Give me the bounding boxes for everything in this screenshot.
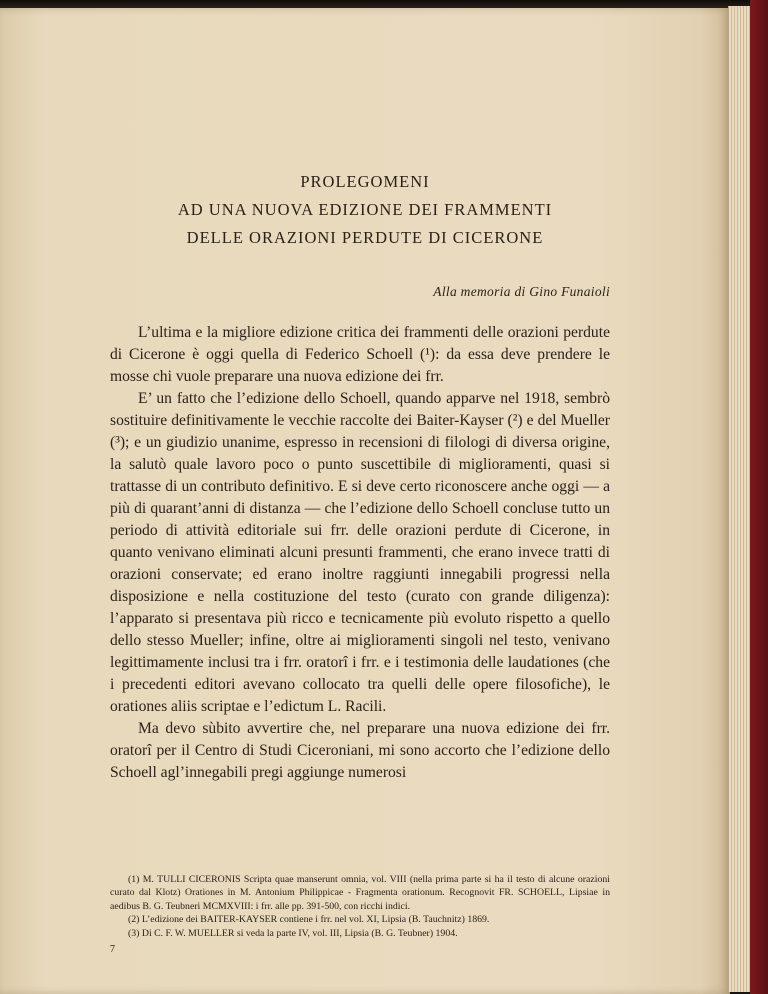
page-number: 7 (110, 944, 115, 955)
footnote-3: (3) Di C. F. W. MUELLER si veda la parte IV, vol. III, Lipsia (B. G. Teubner) 1904. (128, 927, 458, 939)
page-edges (728, 6, 751, 992)
paragraph-2: E’ un fatto che l’edizione dello Schoell, quando apparve nel 1918, sembrò sostituire definitivamente le vecchie raccolte dei Baiter-Kayser (²) e del Mueller (³); e un giudizio unanime, espresso in recensioni di filologi di diversa origine, la salutò quale lavoro poco o punto suscettibile di miglioramenti, quasi si trattasse di un contributo definitivo. E si deve certo riconoscere anche oggi — a più di quarant’anni di distanza — che l’edizione dello Schoell concluse tutto un periodo di attività editoriale sui frr. delle orazioni perdute di Cicerone, in quanto venivano eliminati alcuni presunti frammenti, che erano invece tratti di orazioni conservate; ed erano inoltre raggiunti innegabili progressi nella disposizione e nella costituzione del testo (curato con grande diligenza): l’apparato si presentava più ricco e tecnicamente più evoluto rispetto a quello dello stesso Mueller; infine, oltre ai miglioramenti singoli nel testo, venivano legittimamente inclusi tra i frr. oratorî i frr. e i testimonia delle laudationes (che i precedenti editori avevano collocato tra quelli delle opere filosofiche), le orationes aliis scriptae e l’edictum L. Racili. (110, 390, 610, 715)
footnotes (110, 873, 610, 940)
footnote-1: (1) M. TULLI CICERONIS Scripta quae manserunt omnia, vol. VIII (nella prima parte si ha il testo di alcune orazioni curato dal Klotz) Orationes in M. Antonium Philippicae - Fragmenta orationum. Recognovit FR. SCHOELL, Lipsiae in aedibus B. G. Teubneri MCMXVIII: i frr. alle pp. 391-500, con ricchi indici. (110, 874, 610, 912)
title-line-1: PROLEGOMENI (300, 172, 430, 191)
title-line-2: AD UNA NUOVA EDIZIONE DEI FRAMMENTI (177, 200, 553, 219)
page-title (0, 168, 730, 252)
book-cover-edge (750, 0, 768, 994)
footnote-2: (2) L’edizione dei BAITER-KAYSER contiene i frr. nel vol. XI, Lipsia (B. Tauchnitz) 1869. (128, 914, 490, 926)
title-line-3: DELLE ORAZIONI PERDUTE DI CICERONE (186, 228, 544, 247)
body-text (110, 322, 610, 784)
paragraph-1: L’ultima e la migliore edizione critica dei frammenti delle orazioni perdute di Cicerone è oggi quella di Federico Schoell (¹): da essa deve prendere le mosse chi vuole preparare una nuova edizione dei frr. (110, 324, 610, 385)
paragraph-3: Ma devo sùbito avvertire che, nel preparare una nuova edizione dei frr. oratorî per il Centro di Studi Ciceroniani, mi sono accorto che l’edizione dello Schoell agl’innegabili pregi aggiunge numerosi (110, 720, 610, 781)
dedication: Alla memoria di Gino Funaioli (433, 284, 610, 299)
